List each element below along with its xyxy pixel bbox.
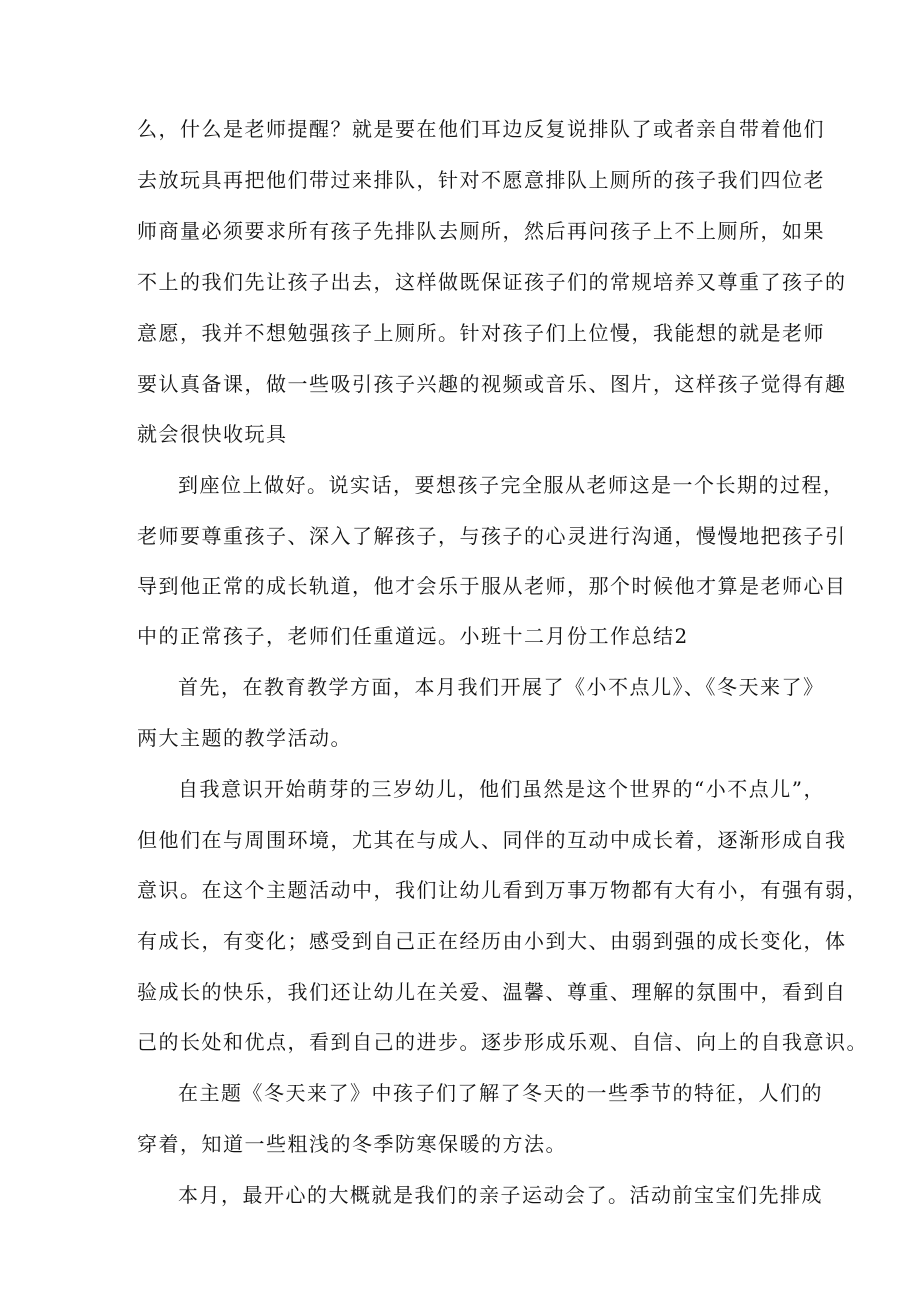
text-line: 去放玩具再把他们带过来排队，针对不愿意排队上厕所的孩子我们四位老 (137, 168, 825, 192)
text-line: 穿着，知道一些粗浅的冬季防寒保暖的方法。 (137, 1132, 567, 1156)
text-line: 验成长的快乐，我们还让幼儿在关爱、温馨、尊重、理解的氛围中，看到自 (137, 980, 847, 1004)
text-line: 但他们在与周围环境，尤其在与成人、同伴的互动中成长着，逐渐形成自我 (137, 828, 847, 852)
text-line: 到座位上做好。说实话，要想孩子完全服从老师这是一个长期的过程， (178, 473, 845, 497)
text-line: 中的正常孩子，老师们任重道远。小班十二月份工作总结2 (137, 624, 689, 648)
text-line: 不上的我们先让孩子出去，这样做既保证孩子们的常规培养又尊重了孩子的 (137, 270, 847, 294)
text-line: 就会很快收玩具 (137, 422, 288, 446)
text-line: 师商量必须要求所有孩子先排队去厕所，然后再问孩子上不上厕所，如果 (137, 219, 825, 243)
text-line: 要认真备课，做一些吸引孩子兴趣的视频或音乐、图片，这样孩子觉得有趣 (137, 372, 847, 396)
text-line: 自我意识开始萌芽的三岁幼儿，他们虽然是这个世界的“小不点儿”， (178, 777, 825, 801)
text-line: 两大主题的教学活动。 (137, 726, 352, 750)
text-line: 么，什么是老师提醒？就是要在他们耳边反复说排队了或者亲自带着他们 (137, 117, 825, 141)
text-line: 首先，在教育教学方面，本月我们开展了《小不点儿》、《冬天来了》 (178, 675, 825, 699)
text-line: 老师要尊重孩子、深入了解孩子，与孩子的心灵进行沟通，慢慢地把孩子引 (137, 524, 847, 548)
text-line: 本月，最开心的大概就是我们的亲子运动会了。活动前宝宝们先排成 (178, 1183, 823, 1207)
text-line: 意识。在这个主题活动中，我们让幼儿看到万事万物都有大有小，有强有弱， (137, 878, 868, 902)
text-line: 有成长，有变化；感受到自己正在经历由小到大、由弱到强的成长变化，体 (137, 929, 847, 953)
text-line: 意愿，我并不想勉强孩子上厕所。针对孩子们上位慢，我能想的就是老师 (137, 321, 825, 345)
text-line: 在主题《冬天来了》中孩子们了解了冬天的一些季节的特征，人们的 (178, 1081, 823, 1105)
text-line: 己的长处和优点，看到自己的进步。逐步形成乐观、自信、向上的自我意识。 (137, 1030, 868, 1054)
text-line: 导到他正常的成长轨道，他才会乐于服从老师，那个时候他才算是老师心目 (137, 574, 847, 598)
